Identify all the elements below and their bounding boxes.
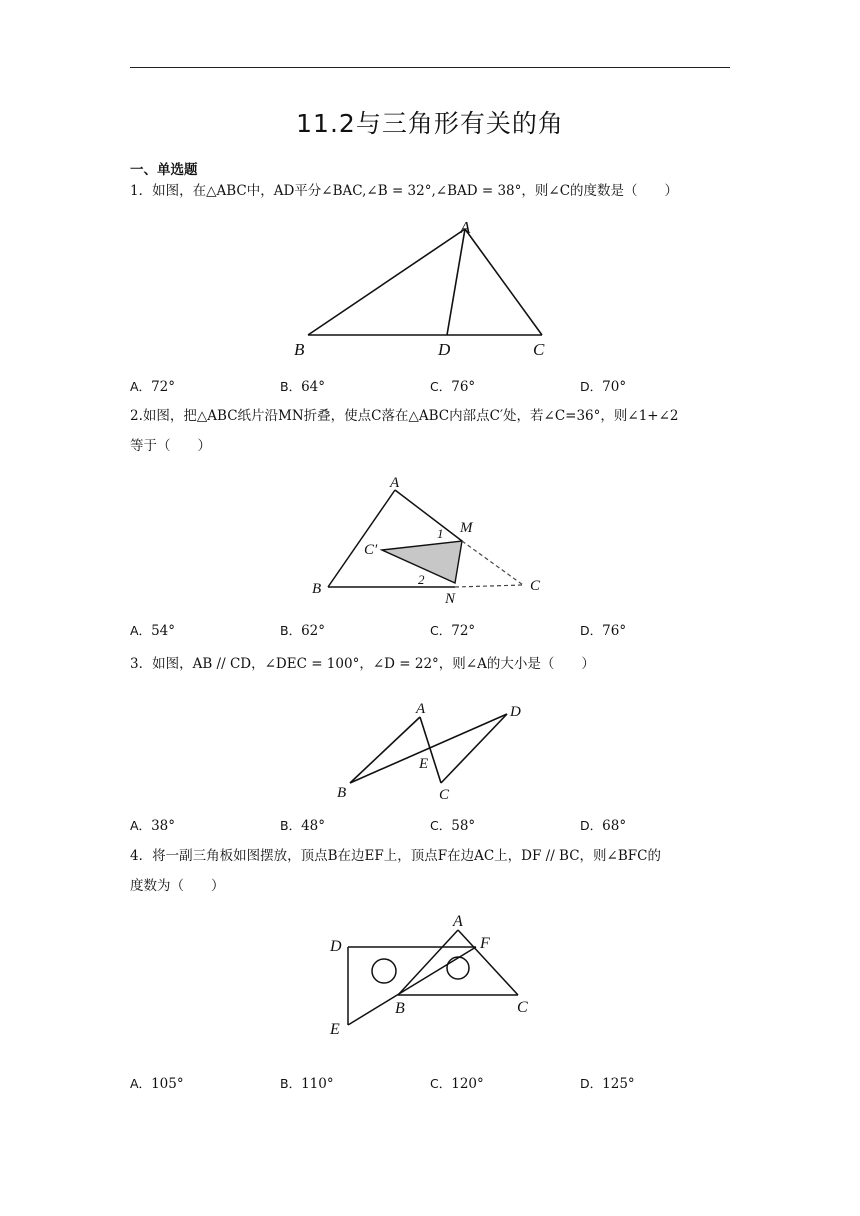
option-c: C．58° bbox=[430, 818, 476, 834]
label-C: C bbox=[517, 999, 528, 1016]
option-c: C．72° bbox=[430, 623, 476, 639]
option-d: D．68° bbox=[580, 818, 627, 834]
label-A: A bbox=[390, 475, 400, 491]
option-a: A．38° bbox=[130, 818, 175, 834]
label-C: C bbox=[530, 578, 541, 594]
option-c: C．120° bbox=[430, 1076, 484, 1092]
label-B: B bbox=[312, 581, 322, 597]
label-C-prime: C′ bbox=[364, 542, 378, 558]
option-a: A．54° bbox=[130, 623, 175, 639]
label-F: F bbox=[480, 935, 490, 952]
option-d: D．125° bbox=[580, 1076, 635, 1092]
label-M: M bbox=[460, 520, 473, 536]
page-title: 11.2与三角形有关的角 bbox=[296, 109, 564, 138]
question-text: 如图，在△ABC中，AD平分∠BAC,∠B = 32°,∠BAD = 38°，则∠C的度数是（ ） bbox=[152, 183, 679, 199]
option-b: B．64° bbox=[280, 379, 326, 395]
option-a: A．105° bbox=[130, 1076, 184, 1092]
question-number: 3． bbox=[130, 656, 153, 672]
label-A: A bbox=[460, 218, 471, 237]
label-D: D bbox=[510, 704, 521, 720]
option-c: C．76° bbox=[430, 379, 476, 395]
question-text: 如图，把△ABC纸片沿MN折叠，使点C落在△ABC内部点C′处，若∠C=36°，则∠1+∠2 bbox=[142, 408, 679, 424]
option-d: D．76° bbox=[580, 623, 627, 639]
question-text-cont: 等于（ ） bbox=[130, 438, 211, 454]
figure-2 bbox=[300, 472, 560, 607]
label-A: A bbox=[416, 701, 426, 717]
question-3 bbox=[130, 649, 735, 679]
label-1: 1 bbox=[437, 526, 444, 541]
header-rule bbox=[130, 67, 730, 68]
question-number: 4． bbox=[130, 848, 153, 864]
question-2 bbox=[130, 401, 735, 461]
figure-3 bbox=[325, 697, 540, 807]
label-C: C bbox=[439, 787, 450, 803]
question-text: 将一副三角板如图摆放，顶点B在边EF上，顶点F在边AC上，DF // BC，则∠BFC的 bbox=[152, 848, 661, 864]
option-b: B．48° bbox=[280, 818, 326, 834]
option-b: B．62° bbox=[280, 623, 326, 639]
label-B: B bbox=[395, 1000, 405, 1017]
label-B: B bbox=[337, 785, 347, 801]
question-4 bbox=[130, 841, 735, 901]
question-1 bbox=[130, 176, 735, 206]
label-2: 2 bbox=[418, 572, 425, 587]
section-heading: 一、单选题 bbox=[130, 162, 198, 178]
question-number: 2. bbox=[130, 408, 143, 424]
label-A: A bbox=[453, 913, 463, 930]
label-B: B bbox=[294, 340, 305, 359]
label-D: D bbox=[438, 340, 451, 359]
label-E: E bbox=[330, 1021, 340, 1038]
option-d: D．70° bbox=[580, 379, 627, 395]
option-b: B．110° bbox=[280, 1076, 334, 1092]
question-text-cont: 度数为（ ） bbox=[130, 878, 225, 894]
label-C: C bbox=[533, 340, 545, 359]
figure-1 bbox=[280, 215, 570, 365]
label-N: N bbox=[445, 591, 456, 607]
question-number: 1． bbox=[130, 183, 153, 199]
label-E: E bbox=[419, 756, 429, 772]
question-text: 如图，AB // CD，∠DEC = 100°，∠D = 22°，则∠A的大小是（ ） bbox=[152, 656, 595, 672]
label-D: D bbox=[330, 938, 342, 955]
option-a: A．72° bbox=[130, 379, 175, 395]
figure-4 bbox=[320, 910, 550, 1045]
